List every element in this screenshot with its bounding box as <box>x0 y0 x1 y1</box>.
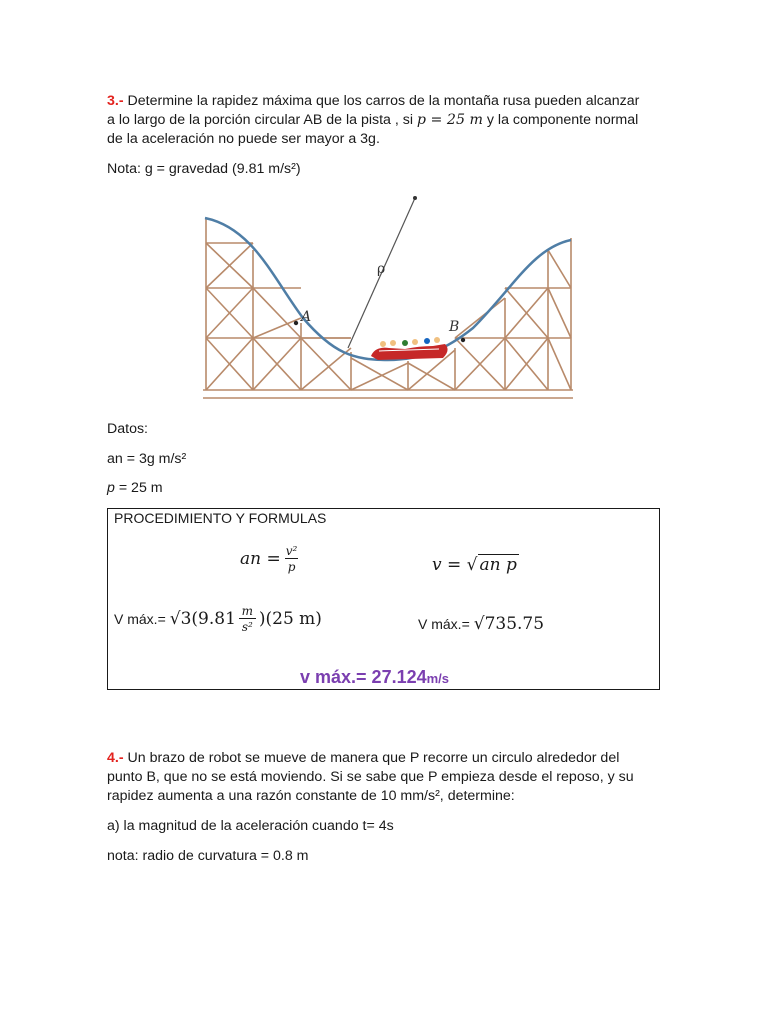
formula-v: v = √ an p <box>432 555 517 575</box>
vmax-calc-2: V máx.= √735.75 <box>418 614 545 634</box>
roller-coaster-figure <box>193 188 577 410</box>
procedure-title: PROCEDIMIENTO Y FORMULAS <box>114 510 327 526</box>
point-a <box>294 321 298 325</box>
problem4-item-a: a) la magnitud de la aceleración cuando t= 4s <box>107 818 394 834</box>
vmax-result: v máx.= 27.124m/s <box>300 667 450 687</box>
problem4-number: 4.- <box>107 750 124 766</box>
procedure-box <box>107 508 660 690</box>
datos-an: an = 3g m/s² <box>107 451 187 467</box>
label-b: B <box>449 319 460 335</box>
datos-p: p = 25 m <box>107 480 163 496</box>
problem3-number: 3.- <box>107 93 124 109</box>
problem4-line3: rapidez aumenta a una razón constante de 10 mm/s², determine: <box>107 788 515 804</box>
problem3-line3: de la aceleración no puede ser mayor a 3g. <box>107 131 380 147</box>
vmax-calc-1: V máx.= √3(9.81 $\frac{m}{\text{s²}}$ )(25 m) <box>114 604 322 634</box>
problem4-note: nota: radio de curvatura = 0.8 m <box>107 848 309 864</box>
problem3-note: Nota: g = gravedad (9.81 m/s²) <box>107 161 301 177</box>
formula-an-fraction: $\frac{\text{v²}}{p}$ <box>285 544 298 574</box>
formula-an: an = $\frac{\text{v²}}{p}$ <box>240 544 298 574</box>
problem3-line1: 3.- Determine la rapidez máxima que los carros de la montaña rusa pueden alcanzar <box>107 93 640 109</box>
problem4-line2: punto B, que no se está moviendo. Si se sabe que P empieza desde el reposo, y su <box>107 769 634 785</box>
problem3-line2: a lo largo de la porción circular AB de la pista , si p = 25 m y la componente normal <box>107 112 639 128</box>
problem4-line1: 4.- Un brazo de robot se mueve de manera que P recorre un circulo alrededor del <box>107 750 620 766</box>
vmax-unit-fraction: $\frac{m}{\text{s²}}$ <box>239 604 256 634</box>
label-a: A <box>301 309 312 325</box>
label-rho: ρ <box>377 261 386 277</box>
point-b <box>461 338 465 342</box>
datos-heading: Datos: <box>107 421 149 437</box>
